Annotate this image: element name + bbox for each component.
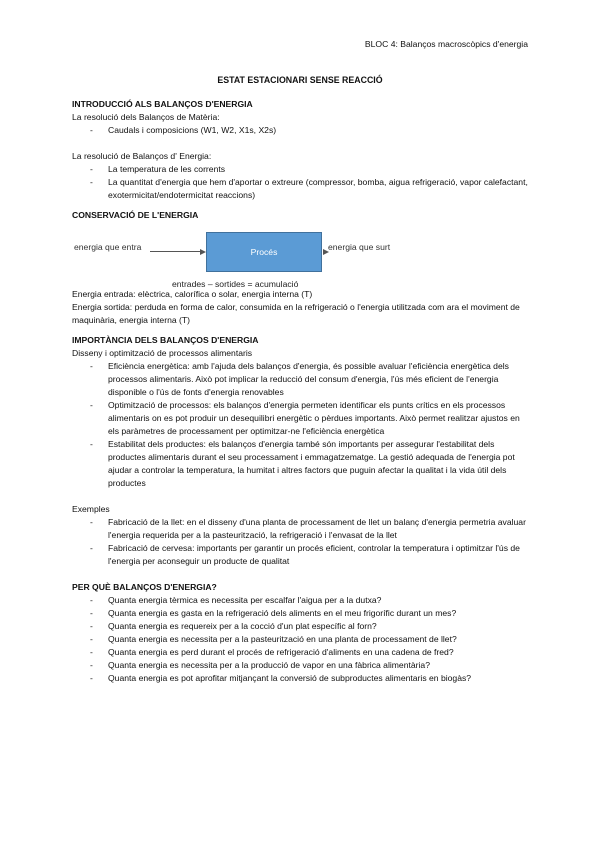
process-box: [206, 232, 322, 272]
list-item: - Quanta energia es requereix per a la cocció d'un plat específic al forn?: [72, 620, 530, 633]
matter-list: [72, 124, 530, 137]
list-item: - Caudals i composicions (W1, W2, X1s, X2s): [72, 124, 530, 137]
list-item: - Quanta energia es gasta en la refrigeració dels aliments en el meu frigorífic durant un mes?: [72, 607, 530, 620]
why-heading: PER QUÈ BALANÇOS D'ENERGIA?: [72, 582, 217, 592]
energy-list: [72, 163, 530, 202]
energy-label: La resolució de Balanços d' Energia:: [72, 151, 212, 161]
document-body: [72, 98, 530, 685]
list-item: - Eficiència energètica: amb l'ajuda dels balanços d'energia, és possible avaluar l'eficiència energètica dels processos alimentaris. Això pot implicar la reducció del consum d'energia, l'ús més eficient de l'energia disponible o l'ús de fonts d'energia renovables: [72, 360, 530, 399]
energy-out-text: Energia sortida: perduda en forma de calor, consumida en la refrigeració o l'energia utilitzada com ara el moviment de maquinària, energia interna (T): [72, 302, 520, 325]
list-item: - Optimització de processos: els balanços d'energia permeten identificar els punts crítics en els processos alimentaris on es pot produir un desequilibri energètic o pèrdues importants. Això permet realitzar ajustos en els paràmetres de processament per optimitzar-ne l'eficiència energètica: [72, 399, 530, 438]
list-item: - Quanta energia es necessita per a la producció de vapor en una fàbrica alimentària?: [72, 659, 530, 672]
energy-balance-diagram: [72, 226, 530, 288]
list-item: - Quanta energia es necessita per a la pasteurització en una planta de processament de llet?: [72, 633, 530, 646]
examples-list: [72, 516, 530, 568]
matter-label: La resolució dels Balanços de Matèria:: [72, 112, 220, 122]
list-item: - Fabricació de cervesa: importants per garantir un procés eficient, controlar la temperatura i optimitzar l'ús de l'energia per aconseguir un producte de qualitat: [72, 542, 530, 568]
examples-heading: Exemples: [72, 504, 110, 514]
intro-heading: INTRODUCCIÓ ALS BALANÇOS D'ENERGIA: [72, 99, 253, 109]
diagram-output-label: energia que surt: [328, 242, 391, 252]
energy-in-text: Energia entrada: elèctrica, calorífica o solar, energia interna (T): [72, 289, 313, 299]
process-label: Procés: [250, 246, 278, 257]
list-item: - Quanta energia es pot aprofitar mitjançant la conversió de subproductes alimentaris en biogàs?: [72, 672, 530, 685]
list-item: - Estabilitat dels productes: els balanços d'energia també són importants per assegurar l'estabilitat dels productes alimentaris durant el seu processament i emmagatzematge. La gestió adequada de l'energia pot ajudar a controlar la temperatura, la humitat i altres factors que puguin afectar la qualitat i la vida útil dels productes: [72, 438, 530, 490]
input-arrow: [150, 251, 200, 252]
document-title: ESTAT ESTACIONARI SENSE REACCIÓ: [217, 75, 383, 85]
why-list: [72, 594, 530, 685]
list-item: - Fabricació de la llet: en el disseny d'una planta de processament de llet un balanç d'energia permetria avaluar l'energia requerida per a la pasteurització, la refrigeració i l'envasat de la llet: [72, 516, 530, 542]
diagram-input-label: energia que entra: [74, 242, 142, 252]
diagram-caption: entrades – sortides = acumulació: [172, 279, 299, 289]
conservation-heading: CONSERVACIÓ DE L'ENERGIA: [72, 210, 199, 220]
page-running-header: BLOC 4: Balanços macroscòpics d'energia: [364, 39, 528, 49]
importance-list: [72, 360, 530, 490]
importance-heading: IMPORTÀNCIA DELS BALANÇOS D'ENERGIA: [72, 335, 259, 345]
list-item: - Quanta energia es perd durant el procés de refrigeració d'aliments en una cadena de fred?: [72, 646, 530, 659]
list-item: - Quanta energia tèrmica es necessita per escalfar l'aigua per a la dutxa?: [72, 594, 530, 607]
list-item: - La quantitat d'energia que hem d'aportar o extreure (compressor, bomba, aigua refrigeració, vapor calefactant, exotermicitat/endotermicitat reaccions): [72, 176, 530, 202]
list-item: - La temperatura de les corrents: [72, 163, 530, 176]
importance-subheading: Disseny i optimització de processos alimentaris: [72, 348, 253, 358]
